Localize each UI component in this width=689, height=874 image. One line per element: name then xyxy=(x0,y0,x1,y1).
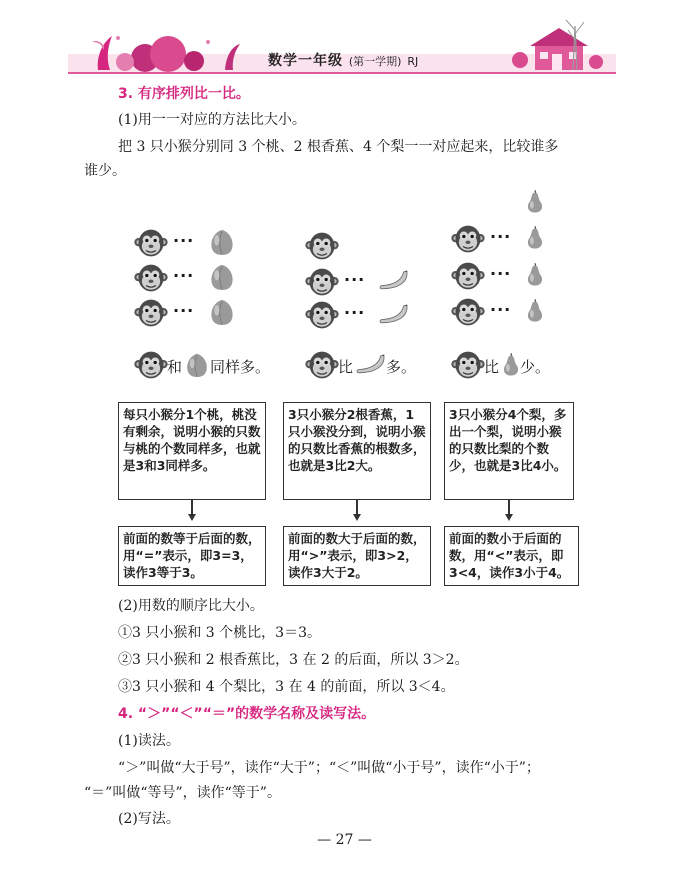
part2-item-1: ①3 只小猴和 3 个桃比，3＝3。 xyxy=(118,625,321,641)
peach-icon xyxy=(209,297,235,327)
monkey-icon xyxy=(451,224,485,254)
banana-icon xyxy=(378,302,410,326)
rule-box-less: 前面的数小于后面的数，用“<”表示，即3<4，读作3小于4。 xyxy=(444,526,579,586)
section4-reading-line1: “＞”叫做“大于号”，读作“大于”；“＜”叫做“小于号”，读作“小于”； xyxy=(118,760,540,776)
monkey-icon xyxy=(451,297,485,327)
monkey-icon xyxy=(134,263,168,293)
section4-reading-heading: (1)读法。 xyxy=(118,733,180,749)
explanation-box-greater: 3只小猴分2根香蕉，1只小猴没分到，说明小猴的只数比香蕉的根数多，也就是3比2大。 xyxy=(283,402,431,500)
caption-post: 少。 xyxy=(520,358,551,376)
explanation-box-equal: 每只小猴分1个桃，桃没有剩余，说明小猴的只数与桃的个数同样多，也就是3和3同样多。 xyxy=(118,402,266,500)
pear-icon xyxy=(525,222,545,252)
book-title-main: 数学一年级 xyxy=(268,53,343,69)
dots: ··· xyxy=(344,270,366,289)
arrow-down-icon xyxy=(505,514,513,521)
pear-icon xyxy=(525,295,545,325)
peach-icon xyxy=(185,350,209,380)
caption-post: 同样多。 xyxy=(210,358,271,376)
monkey-icon xyxy=(305,350,339,380)
section3-intro-line2: 谁少。 xyxy=(84,163,126,179)
arrow-down-icon xyxy=(353,514,361,521)
section4-reading-line2: “＝”叫做“等号”，读作“等于”。 xyxy=(84,785,281,801)
monkey-icon xyxy=(305,231,339,261)
dots: ··· xyxy=(490,264,512,283)
peach-icon xyxy=(209,227,235,257)
banana-icon xyxy=(355,352,387,376)
caption-pre: 比 xyxy=(338,358,354,376)
monkey-icon xyxy=(451,261,485,291)
page-number: — 27 — xyxy=(317,832,372,848)
dots: ··· xyxy=(490,227,512,246)
rule-box-greater: 前面的数大于后面的数，用“>”表示，即3>2，读作3大于2。 xyxy=(283,526,431,586)
dots: ··· xyxy=(173,231,195,250)
monkey-icon xyxy=(305,267,339,297)
part2-item-2: ②3 只小猴和 2 根香蕉比，3 在 2 的后面，所以 3＞2。 xyxy=(118,652,469,668)
caption-pre: 和 xyxy=(167,358,183,376)
pear-icon xyxy=(501,349,521,379)
section4-writing-heading: (2)写法。 xyxy=(118,811,180,827)
pear-icon xyxy=(525,259,545,289)
caption-post: 多。 xyxy=(386,358,417,376)
section3-heading: 3. 有序排列比一比。 xyxy=(118,86,250,102)
part2-item-3: ③3 只小猴和 4 个梨比，3 在 4 的前面，所以 3＜4。 xyxy=(118,679,455,695)
peach-icon xyxy=(209,262,235,292)
dots: ··· xyxy=(173,266,195,285)
monkey-icon xyxy=(134,298,168,328)
pear-icon xyxy=(525,186,545,216)
section3-intro-line1: 把 3 只小猴分别同 3 个桃、2 根香蕉、4 个梨一一对应起来，比较谁多 xyxy=(118,139,559,155)
explanation-box-less: 3只小猴分4个梨，多出一个梨，说明小猴的只数比梨的个数少，也就是3比4小。 xyxy=(444,402,574,500)
book-title-edition: RJ xyxy=(407,55,419,68)
book-title-term: (第一学期) xyxy=(348,55,402,68)
section4-heading: 4. “＞”“＜”“＝”的数学名称及读写法。 xyxy=(118,706,376,722)
caption-pre: 比 xyxy=(484,358,500,376)
monkey-icon xyxy=(451,350,485,380)
monkey-icon xyxy=(134,350,168,380)
banana-icon xyxy=(378,268,410,292)
arrow-down-icon xyxy=(188,514,196,521)
dots: ··· xyxy=(490,300,512,319)
rule-box-equal: 前面的数等于后面的数，用“=”表示，即3=3，读作3等于3。 xyxy=(118,526,266,586)
section3-part1-heading: (1)用一一对应的方法比大小。 xyxy=(118,112,306,128)
monkey-icon xyxy=(134,228,168,258)
monkey-icon xyxy=(305,300,339,330)
part2-heading: (2)用数的顺序比大小。 xyxy=(118,598,264,614)
dots: ··· xyxy=(344,303,366,322)
dots: ··· xyxy=(173,301,195,320)
